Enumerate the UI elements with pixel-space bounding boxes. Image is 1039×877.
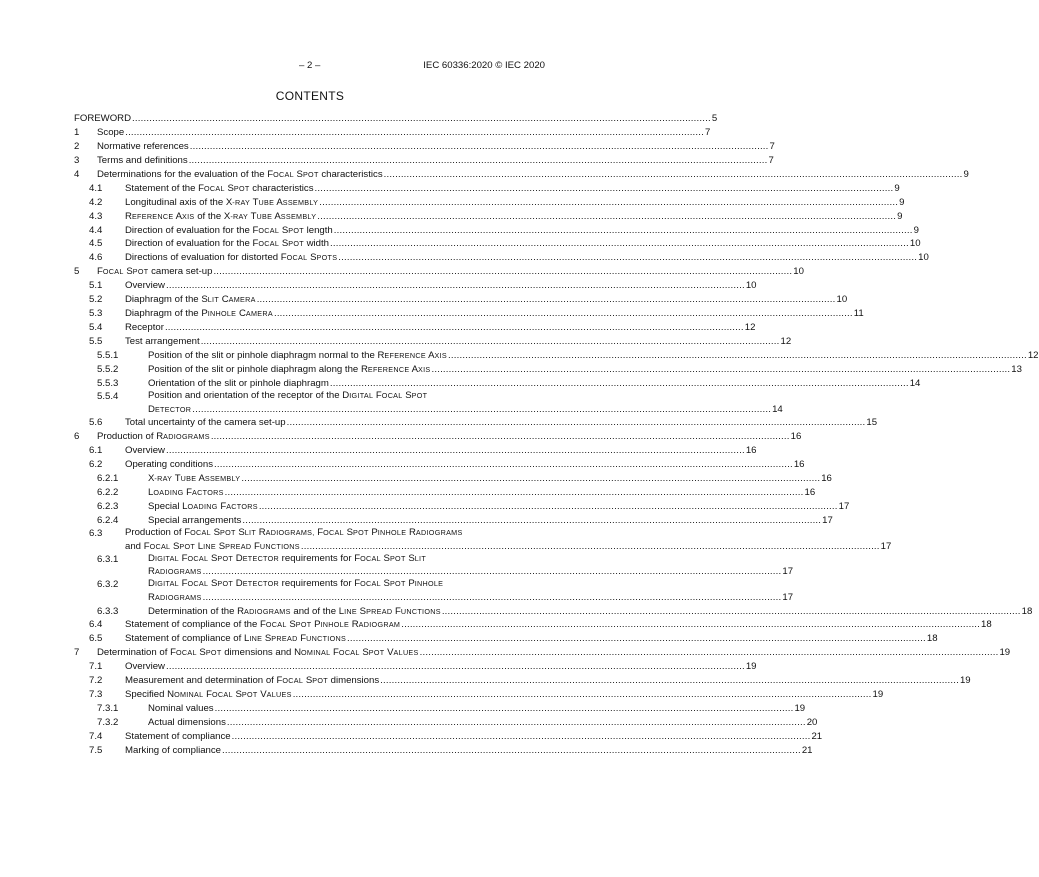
toc-entry[interactable] xyxy=(0,659,757,673)
toc-entry[interactable] xyxy=(0,223,919,237)
toc-entry-number: 6.3.1 xyxy=(97,553,119,565)
toc-entry[interactable] xyxy=(0,251,929,265)
toc-entry-title: Total uncertainty of the camera set-up xyxy=(125,417,286,429)
toc-entry-number: 6.3.2 xyxy=(97,579,119,591)
toc-entry-title: Special arrangements xyxy=(148,515,242,527)
toc-entry-number: 7.5 xyxy=(89,745,103,757)
toc-entry-title: Nominal values xyxy=(148,703,214,715)
toc-entry-title: FOCAL SPOT camera set-up xyxy=(97,266,213,278)
toc-entry-title: Operating conditions xyxy=(125,459,214,471)
toc-entry[interactable] xyxy=(0,181,900,195)
toc-entry-number: 5.5 xyxy=(89,336,103,348)
dot-leader: .......................................................................................................................................................................................................... xyxy=(125,126,705,138)
toc-entry-number: 6.5 xyxy=(89,633,103,645)
toc-entry-title: Diaphragm of the PINHOLE CAMERA xyxy=(125,308,273,320)
toc-entry-page-number: 17 xyxy=(880,540,892,552)
toc-entry[interactable] xyxy=(0,443,757,457)
toc-entry-page-number: 16 xyxy=(745,445,757,457)
toc-entry-page-number: 12 xyxy=(744,322,756,334)
toc-entry-page-number: 9 xyxy=(897,210,903,222)
toc-entry-title: Test arrangement xyxy=(125,336,200,348)
toc-entry-number: 7.3.2 xyxy=(97,717,119,729)
toc-entry-title: Normative references xyxy=(97,140,189,152)
toc-entry-title: DIGITAL FOCAL SPOT DETECTOR requirements for FOCAL SPOT PINHOLE xyxy=(148,578,444,590)
toc-entry-page-number: 16 xyxy=(804,487,816,499)
dot-leader: .......................................................................................................................................................................................................... xyxy=(242,515,822,527)
toc-entry[interactable] xyxy=(0,527,892,553)
dot-leader: .......................................................................................................................................................................................................... xyxy=(273,308,853,320)
dot-leader: .......................................................................................................................................................................................................... xyxy=(319,196,899,208)
toc-entry-page-number: 17 xyxy=(782,566,794,578)
toc-entry-title: Production of FOCAL SPOT SLIT RADIOGRAMS, FOCAL SPOT PINHOLE RADIOGRAMS xyxy=(125,527,463,539)
toc-entry-page-number: 19 xyxy=(872,689,884,701)
toc-entry[interactable] xyxy=(0,604,1033,618)
toc-entry-page-number: 10 xyxy=(909,238,921,250)
toc-entry-title: Direction of evaluation for the FOCAL SPOT width xyxy=(125,238,330,250)
dot-leader: .......................................................................................................................................................................................................... xyxy=(330,238,909,250)
toc-entry-title: Diaphragm of the SLIT CAMERA xyxy=(125,294,256,306)
dot-leader: .......................................................................................................................................................................................................... xyxy=(419,647,999,659)
toc-entry-number: 4.5 xyxy=(89,238,103,250)
toc-entry[interactable] xyxy=(0,687,884,701)
dot-leader: .......................................................................................................................................................................................................... xyxy=(202,591,782,603)
toc-entry[interactable] xyxy=(0,578,794,604)
dot-leader: .......................................................................................................................................................................................................... xyxy=(258,501,838,513)
toc-entry[interactable] xyxy=(0,320,756,334)
toc-entry-page-number: 17 xyxy=(782,591,794,603)
toc-entry[interactable] xyxy=(0,715,818,729)
dot-leader: .......................................................................................................................................................................................................... xyxy=(329,377,909,389)
toc-entry-title: Determination of FOCAL SPOT dimensions and NOMINAL FOCAL SPOT VALUES xyxy=(97,647,419,659)
toc-entry[interactable] xyxy=(0,292,848,306)
toc-entry[interactable] xyxy=(0,167,969,181)
dot-leader: .......................................................................................................................................................................................................... xyxy=(317,210,897,222)
toc-entry-page-number: 19 xyxy=(794,703,806,715)
toc-entry-number: 7.1 xyxy=(89,661,103,673)
toc-entry-number: 5.6 xyxy=(89,417,103,429)
toc-entry-title: Position and orientation of the receptor of the DIGITAL FOCAL SPOT xyxy=(148,390,428,401)
toc-entry-page-number: 21 xyxy=(801,745,813,757)
toc-entry[interactable] xyxy=(0,553,794,579)
dot-leader: .......................................................................................................................................................................................................... xyxy=(401,619,981,631)
toc-entry[interactable] xyxy=(0,306,864,320)
toc-entry[interactable] xyxy=(0,111,718,125)
dot-leader: .......................................................................................................................................................................................................... xyxy=(441,605,1021,617)
toc-entry-title: Orientation of the slit or pinhole diaphragm xyxy=(148,377,329,389)
toc-entry-title: Statement of the FOCAL SPOT characteristics xyxy=(125,182,314,194)
toc-entry-number: 5.5.2 xyxy=(97,364,119,376)
toc-entry-number: 5 xyxy=(74,266,80,278)
toc-entry-number: 6.2.1 xyxy=(97,473,119,485)
toc-entry-number: 5.5.1 xyxy=(97,350,119,362)
toc-entry-number: 5.5.3 xyxy=(97,377,119,389)
toc-entry[interactable] xyxy=(0,264,804,278)
toc-entry[interactable] xyxy=(0,673,971,687)
toc-entry-title: Statement of compliance of the FOCAL SPOT PINHOLE RADIOGRAM xyxy=(125,619,401,631)
dot-leader: .......................................................................................................................................................................................................... xyxy=(448,350,1027,362)
toc-entry[interactable] xyxy=(0,645,1011,659)
toc-entry[interactable] xyxy=(0,416,878,430)
dot-leader: .......................................................................................................................................................................................................... xyxy=(213,266,793,278)
toc-entry-title: Special LOADING FACTORS xyxy=(148,501,258,513)
toc-entry-page-number: 16 xyxy=(790,431,802,443)
toc-entry-number: 6.2.4 xyxy=(97,515,119,527)
toc-entry-title: Position of the slit or pinhole diaphragm normal to the REFERENCE AXIS xyxy=(148,350,447,362)
toc-entry[interactable] xyxy=(0,471,832,485)
toc-entry[interactable] xyxy=(0,139,775,153)
toc-entry-title: Position of the slit or pinhole diaphragm along the REFERENCE AXIS xyxy=(148,364,431,376)
toc-entry-number: 5.5.4 xyxy=(97,391,119,402)
toc-entry-page-number: 17 xyxy=(838,501,850,513)
dot-leader: .......................................................................................................................................................................................................... xyxy=(256,294,836,306)
toc-entry-title: Determinations for the evaluation of the FOCAL SPOT characteristics xyxy=(97,168,383,180)
dot-leader: .......................................................................................................................................................................................................... xyxy=(292,689,872,701)
toc-entry-number: 1 xyxy=(74,126,80,138)
toc-entry-title: Longitudinal axis of the X-RAY TUBE ASSEMBLY xyxy=(125,196,319,208)
toc-entry-title: Measurement and determination of FOCAL SPOT dimensions xyxy=(125,675,380,687)
toc-entry-number: 7.4 xyxy=(89,731,103,743)
toc-entry[interactable] xyxy=(0,209,903,223)
page-header xyxy=(0,59,620,73)
toc-entry-page-number: 14 xyxy=(909,377,921,389)
toc-entry-number: 6.1 xyxy=(89,445,103,457)
toc-entry[interactable] xyxy=(0,618,992,632)
toc-entry-title: DIGITAL FOCAL SPOT DETECTOR requirements for FOCAL SPOT SLIT xyxy=(148,552,427,564)
toc-entry[interactable] xyxy=(0,390,783,416)
toc-entry-page-number: 18 xyxy=(926,633,938,645)
toc-entry[interactable] xyxy=(0,743,813,757)
page-number: – 2 – xyxy=(299,60,321,71)
toc-entry[interactable] xyxy=(0,513,833,527)
toc-entry-title: Terms and definitions xyxy=(97,154,188,166)
toc-entry-title: RADIOGRAMS xyxy=(148,591,202,603)
dot-leader: .......................................................................................................................................................................................................... xyxy=(383,168,963,180)
toc-entry-page-number: 11 xyxy=(853,308,864,320)
toc-entry-number: 7.2 xyxy=(89,675,103,687)
toc-entry-page-number: 18 xyxy=(1021,605,1033,617)
dot-leader: .......................................................................................................................................................................................................... xyxy=(338,252,918,264)
toc-entry-title: FOREWORD xyxy=(74,112,132,124)
toc-entry-title: Directions of evaluation for distorted FOCAL SPOTS xyxy=(125,252,338,264)
toc-entry-number: 7.3.1 xyxy=(97,703,119,715)
dot-leader: .......................................................................................................................................................................................................... xyxy=(224,487,804,499)
dot-leader: .......................................................................................................................................................................................................... xyxy=(188,154,768,166)
dot-leader: .......................................................................................................................................................................................................... xyxy=(189,140,769,152)
toc-entry-page-number: 7 xyxy=(769,140,775,152)
toc-entry-title: Overview xyxy=(125,661,165,673)
toc-entry[interactable] xyxy=(0,457,805,471)
toc-entry[interactable] xyxy=(0,729,823,743)
toc-entry-page-number: 7 xyxy=(768,154,774,166)
dot-leader: .......................................................................................................................................................................................................... xyxy=(165,280,745,292)
toc-entry-page-number: 19 xyxy=(959,675,971,687)
dot-leader: .......................................................................................................................................................................................................... xyxy=(231,731,811,743)
dot-leader: .......................................................................................................................................................................................................... xyxy=(347,633,926,645)
toc-entry-page-number: 5 xyxy=(711,112,718,124)
copyright-notice: IEC 60336:2020 © IEC 2020 xyxy=(423,60,545,71)
toc-entry-title: Statement of compliance xyxy=(125,731,231,743)
toc-entry-number: 4 xyxy=(74,168,80,180)
toc-entry-title: DETECTOR xyxy=(148,403,192,415)
toc-entry-number: 4.6 xyxy=(89,252,103,264)
dot-leader: .......................................................................................................................................................................................................... xyxy=(214,703,794,715)
toc-entry-number: 5.3 xyxy=(89,308,103,320)
toc-entry-title: X-RAY TUBE ASSEMBLY xyxy=(148,473,241,485)
toc-entry-title: Statement of compliance of LINE SPREAD FUNCTIONS xyxy=(125,633,347,645)
toc-entry-title: Specified NOMINAL FOCAL SPOT VALUES xyxy=(125,689,292,701)
dot-leader: .......................................................................................................................................................................................................... xyxy=(132,112,711,124)
toc-entry-number: 7.3 xyxy=(89,689,103,701)
dot-leader: .......................................................................................................................................................................................................... xyxy=(214,459,793,471)
toc-entry-page-number: 9 xyxy=(963,168,969,180)
toc-entry-page-number: 9 xyxy=(913,224,919,236)
dot-leader: .......................................................................................................................................................................................................... xyxy=(380,675,959,687)
toc-entry-page-number: 16 xyxy=(793,459,805,471)
dot-leader: .......................................................................................................................................................................................................... xyxy=(226,717,806,729)
toc-entry-title: Scope xyxy=(97,126,125,138)
toc-entry[interactable] xyxy=(0,348,1039,362)
dot-leader: .......................................................................................................................................................................................................... xyxy=(165,661,745,673)
toc-entry[interactable] xyxy=(0,278,757,292)
toc-entry-title: Actual dimensions xyxy=(148,717,226,729)
toc-entry-title: Overview xyxy=(125,445,165,457)
toc-entry-title: Production of RADIOGRAMS xyxy=(97,431,210,443)
dot-leader: .......................................................................................................................................................................................................... xyxy=(333,224,913,236)
toc-entry-number: 6.2.2 xyxy=(97,487,119,499)
toc-entry[interactable] xyxy=(0,125,711,139)
dot-leader: .......................................................................................................................................................................................................... xyxy=(314,182,894,194)
toc-entry-number: 6.3.3 xyxy=(97,605,119,617)
dot-leader: .......................................................................................................................................................................................................... xyxy=(300,540,880,552)
dot-leader: .......................................................................................................................................................................................................... xyxy=(222,745,801,757)
toc-entry[interactable] xyxy=(0,362,1022,376)
contents-heading: CONTENTS xyxy=(275,89,345,103)
toc-entry-page-number: 10 xyxy=(918,252,929,264)
toc-entry[interactable] xyxy=(0,195,905,209)
toc-entry-title: and FOCAL SPOT LINE SPREAD FUNCTIONS xyxy=(125,540,300,552)
dot-leader: .......................................................................................................................................................................................................... xyxy=(192,403,772,415)
toc-entry-page-number: 18 xyxy=(981,619,992,631)
toc-entry-page-number: 21 xyxy=(811,731,823,743)
toc-entry-page-number: 19 xyxy=(999,647,1011,659)
toc-entry-title: Determination of the RADIOGRAMS and of the LINE SPREAD FUNCTIONS xyxy=(148,605,441,617)
toc-entry-page-number: 16 xyxy=(821,473,832,485)
toc-entry-number: 6 xyxy=(74,431,80,443)
toc-entry-title: LOADING FACTORS xyxy=(148,487,224,499)
toc-entry-number: 4.4 xyxy=(89,224,103,236)
toc-entry-page-number: 10 xyxy=(745,280,757,292)
toc-entry-page-number: 7 xyxy=(705,126,711,138)
toc-entry[interactable] xyxy=(0,632,938,646)
toc-entry-number: 3 xyxy=(74,154,80,166)
toc-entry[interactable] xyxy=(0,499,850,513)
toc-entry-number: 2 xyxy=(74,140,80,152)
toc-entry-page-number: 14 xyxy=(772,403,783,415)
toc-entry[interactable] xyxy=(0,334,792,348)
toc-entry-page-number: 15 xyxy=(866,417,878,429)
toc-entry-page-number: 20 xyxy=(806,717,818,729)
toc-entry-number: 6.3 xyxy=(89,528,103,540)
toc-entry-number: 6.2 xyxy=(89,459,103,471)
toc-entry-number: 6.4 xyxy=(89,619,103,631)
dot-leader: .......................................................................................................................................................................................................... xyxy=(241,473,821,485)
toc-entry-number: 4.3 xyxy=(89,210,103,222)
toc-entry[interactable] xyxy=(0,485,816,499)
toc-entry-title: RADIOGRAMS xyxy=(148,566,202,578)
toc-entry-title: REFERENCE AXIS of the X-RAY TUBE ASSEMBLY xyxy=(125,210,317,222)
toc-entry-number: 5.1 xyxy=(89,280,103,292)
dot-leader: .......................................................................................................................................................................................................... xyxy=(165,445,745,457)
toc-entry[interactable] xyxy=(0,376,921,390)
dot-leader: .......................................................................................................................................................................................................... xyxy=(286,417,866,429)
toc-entry[interactable] xyxy=(0,701,806,715)
toc-entry-page-number: 9 xyxy=(899,196,905,208)
toc-entry-title: Direction of evaluation for the FOCAL SPOT length xyxy=(125,224,333,236)
toc-entry[interactable] xyxy=(0,237,921,251)
toc-entry-number: 4.2 xyxy=(89,196,103,208)
toc-entry-page-number: 19 xyxy=(745,661,757,673)
toc-entry-page-number: 10 xyxy=(793,266,804,278)
toc-entry-number: 5.2 xyxy=(89,294,103,306)
toc-entry[interactable] xyxy=(0,429,802,443)
toc-entry-page-number: 13 xyxy=(1011,364,1022,376)
toc-entry-page-number: 12 xyxy=(780,336,792,348)
toc-entry-title: Overview xyxy=(125,280,165,292)
toc-entry-number: 7 xyxy=(74,647,80,659)
toc-entry-page-number: 9 xyxy=(894,182,900,194)
toc-entry-page-number: 10 xyxy=(836,294,848,306)
dot-leader: .......................................................................................................................................................................................................... xyxy=(202,566,782,578)
toc-entry[interactable] xyxy=(0,153,774,167)
toc-entry-title: Receptor xyxy=(125,322,164,334)
dot-leader: .......................................................................................................................................................................................................... xyxy=(164,322,744,334)
toc-entry-number: 4.1 xyxy=(89,182,103,194)
toc-entry-title: Marking of compliance xyxy=(125,745,222,757)
dot-leader: .......................................................................................................................................................................................................... xyxy=(431,364,1011,376)
dot-leader: .......................................................................................................................................................................................................... xyxy=(200,336,780,348)
toc-entry-page-number: 17 xyxy=(822,515,833,527)
toc-entry-page-number: 12 xyxy=(1027,350,1039,362)
toc-entry-number: 5.4 xyxy=(89,322,103,334)
dot-leader: .......................................................................................................................................................................................................... xyxy=(210,431,790,443)
toc-entry-number: 6.2.3 xyxy=(97,501,119,513)
